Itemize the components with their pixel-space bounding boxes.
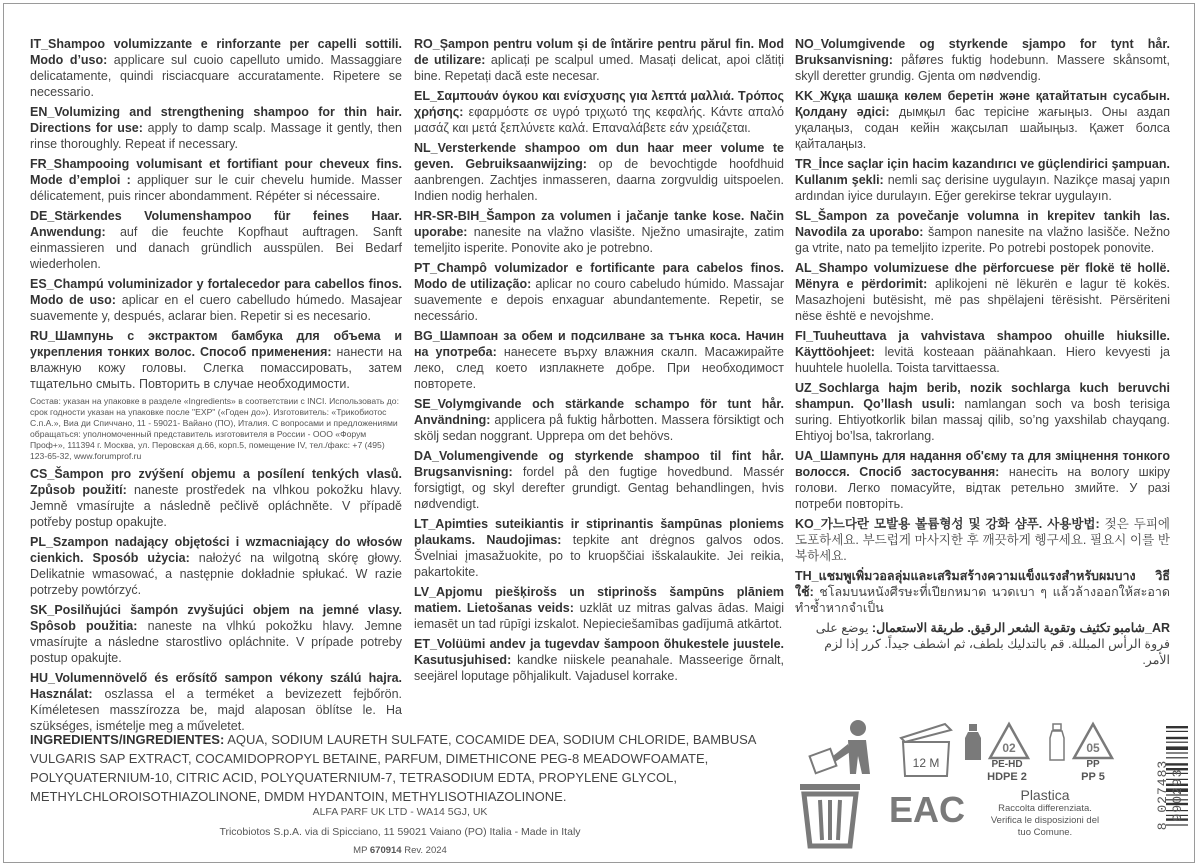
section-directions-label: Способ применения: [195, 345, 332, 359]
language-section [414, 88, 784, 136]
column-2 [414, 36, 784, 688]
section-body: нанести на влажную кожу головы. Слегка помассировать, затем тщательно смыть. Повторить в случае необходимости. [30, 345, 402, 391]
section-directions-label: Användning: [414, 413, 491, 427]
section-heading: ES_Champú voluminizador y fortalecedor para cabellos finos. [30, 277, 402, 291]
language-section [414, 140, 784, 204]
section-heading: IT_Shampoo volumizzante e rinforzante per capelli sottili. [30, 37, 402, 51]
section-directions-label: Spôsob použitia: [30, 619, 138, 633]
section-heading: RU_Шампунь с экстрактом бамбука для объема и укрепления тонких волос. [30, 329, 402, 359]
section-body: nemli saç derisine uygulayın. Nazikçe masaj yapın ardından iyice durulayın. Eğer gerekirse tekrar uygulayın. [795, 173, 1170, 203]
mp-number: 670914 [369, 845, 402, 856]
section-directions-label: Način uporabe: [414, 209, 785, 239]
manufacturer-address: Tricobiotos S.p.A. via di Spicciano, 11 59021 Vaiano (PO) Italia - Made in Italy [219, 826, 581, 838]
section-heading: AR_شامبو تكثيف وتقوية الشعر الرقيق. [967, 621, 1170, 635]
language-section [795, 208, 1170, 256]
section-body: naneste prostředek na vlhkou pokožku hlavy. Jemně vmasírujte a následně pečlivě opláchněte. V případě potřeby postup opakujte. [30, 483, 403, 529]
section-body: fordel på den fugtige hovedbund. Massér forsigtigt, og skyl derefter grundigt. Gentag behandlingen, hvis nødvendigt. [414, 465, 784, 511]
section-heading: FR_Shampooing volumisant et fortifiant pour cheveux fins. [30, 157, 402, 171]
language-section [414, 328, 784, 392]
language-section [414, 396, 784, 444]
recycle-hdpe-name: HDPE 2 [987, 771, 1027, 783]
eac-mark [888, 788, 966, 830]
plastica-info [985, 787, 1105, 839]
section-directions-label: Lietošanas veids: [461, 601, 574, 615]
section-directions-label: Käyttöohjeet: [795, 345, 875, 359]
section-body: ชโลมบนหนังศีรษะที่เปียกหมาด นวดเบา ๆ แล้วล้างออกให้สะอาด ทำซ้ำหากจำเป็น [795, 585, 1170, 615]
section-directions-label: Qo’llash usuli: [854, 397, 956, 411]
section-heading: EN_Volumizing and strengthening shampoo for thin hair. [30, 105, 402, 119]
section-heading: LT_Apimties suteikiantis ir stiprinantis šampūnas ploniems plaukams. [414, 517, 784, 547]
section-heading: SK_Posilňujúci šampón zvyšujúci objem na jemné vlasy. [30, 603, 402, 617]
ingredients-list: AQUA, SODIUM LAURETH SULFATE, COCAMIDE DEA, SODIUM CHLORIDE, BAMBUSA VULGARIS SAP EXTRACT, COCAMIDOPROPYL BETAINE, PARFUM, DIMETHICONE PEG-8 MEADOWFOAMATE, POLYQUATERNIUM-10, CITRIC ACID, POLYQUATERNIUM-7, TETRASODIUM EDTA, PROPYLENE GLYCOL, METHYLCHLOROISOTHIAZOLINONE, DMDM HYDANTOIN, METHYLISOTHIAZOLINONE. [30, 732, 756, 804]
section-body: uzklāt uz mitras galvas ādas. Maigi iemasēt un tad rūpīgi izskalot. Nepieciešamības gadījumā atkārtot. [414, 601, 784, 631]
language-section [30, 156, 402, 204]
mp-prefix: MP [353, 845, 370, 856]
section-heading: HU_Volumennövelő és erősítő sampon vékony szálú hajra. [30, 671, 402, 685]
section-directions-label: Způsob použití: [30, 483, 127, 497]
section-heading: TH_แชมพูเพิ่มวอลลุ่มและเสริมสร้างความแข็งแรงสำหรับผมบาง [795, 569, 1136, 583]
section-heading: AL_Shampo volumizuese dhe përforcuese për flokë të hollë. [795, 261, 1170, 275]
language-section [30, 208, 402, 272]
section-ar [795, 620, 1170, 668]
barcode-number: 8 027483 990293 [1155, 759, 1185, 831]
language-section [795, 328, 1170, 376]
barcode-bar [1166, 726, 1188, 728]
section-body: tepkite ant drėgnos galvos odos. Švelniai įmasažuokite, po to kruopščiai išskalaukite. Jei reikia, pakartokite. [414, 533, 784, 579]
section-heading: EL_Σαμπουάν όγκου και ενίσχυσης για λεπτά μαλλιά. [414, 89, 735, 103]
section-heading: TR_İnce saçlar için hacim kazandırıcı ve güçlendirici şampuan. [795, 157, 1170, 171]
section-body: šampon nanesite na vlažno lasišče. Nežno ga vtrite, nato pa temeljito izperite. Po potrebi postopek ponovite. [795, 225, 1170, 255]
section-directions-label: Modo de uso: [30, 293, 116, 307]
language-section [414, 208, 784, 256]
ru-legal-text: Состав: указан на упаковке в разделе «Ingredients» в соответствии с INCI. Использовать до: срок годности указан на упаковке после "EXP" («Годен до»). Изготовитель: «Трикобиотос С.п.А.», Виа ди Спиччано, 11 - 59021- Вайано (ПО), Италия. С вопросами и предложениями обращаться: уполномоченный представитель изготовителя в России - ООО «Форум Проф+», 111394 г. Москва, ул. Перовская д.66, корп.5, помещение IV, тел./факс: +7 (495) 123-65-32, www.forumprof.ru [30, 396, 399, 461]
recycle-pp-code: 05 [1086, 741, 1100, 755]
recycle-hdpe-icon [986, 720, 1032, 764]
section-heading: ET_Volüümi andev ja tugevdav šampoon õhukestele juustele. [414, 637, 784, 651]
section-directions-label: طريقة الاستعمال: [871, 621, 968, 635]
language-section [30, 670, 402, 734]
section-body: applicera på fuktig hårbotten. Massera försiktigt och skölj sedan noggrant. Upprepa om det behövs. [414, 413, 784, 443]
ingredients-label: INGREDIENTS/INGREDIENTES: [30, 732, 225, 747]
language-section [30, 328, 402, 392]
section-body: apply to damp scalp. Massage it gently, then rinse thoroughly. Repeat if necessary. [30, 121, 402, 151]
plastica-title: Plastica [1020, 787, 1070, 803]
section-directions-label: Használat: [30, 687, 93, 701]
mp-code [0, 845, 800, 856]
language-section [795, 448, 1170, 512]
section-directions-label: Kullanım şekli: [795, 173, 884, 187]
section-heading: CS_Šampon pro zvýšení objemu a posílení tenkých vlasů. [30, 467, 402, 481]
recycle-hdpe-code: 02 [1002, 741, 1016, 755]
section-heading: FI_Tuuheuttava ja vahvistava shampoo ohuille hiuksille. [795, 329, 1170, 343]
section-heading: KK_Жұқа шашқа көлем беретін және қатайтатын сусабын. [795, 89, 1170, 103]
section-body: aplikojeni në lëkurën e lagur të kokës. Masazhojeni butësisht, më pas shpëlajeni tërësisht. Përsëriteni nëse është e nevojshme. [795, 277, 1170, 323]
section-body: يوضع على فروة الرأس المبللة. قم بالتدليك بلطف، ثم اشطف جيداً. كرر إذا لزم الأمر. [815, 621, 1170, 667]
language-section [795, 260, 1170, 324]
section-heading: SL_Šampon za povečanje volumna in krepitev tankih las. [795, 209, 1170, 223]
plastica-line-2: Verifica le disposizioni del tuo Comune. [990, 815, 1100, 838]
language-section [30, 534, 402, 598]
language-section [414, 516, 784, 580]
section-directions-label: Қолдану әдісі: [795, 105, 890, 119]
section-directions-label: Brugsanvisning: [414, 465, 513, 479]
section-directions-label: Gebruiksaanwijzing: [453, 157, 587, 171]
column-1 [30, 36, 402, 738]
section-directions-label: Bruksanvisning: [795, 53, 893, 67]
section-body: нанесіть на вологу шкіру голови. Легко помасуйте, відтак ретельно змийте. У разі потреби повторіть. [795, 465, 1171, 511]
section-heading: BG_Шампоан за обем и подсилване за тънка коса. [414, 329, 741, 343]
bottle-icon [962, 722, 984, 762]
revision: Rev. 2024 [401, 845, 447, 856]
uk-address: ALFA PARF UK LTD - WA14 5GJ, UK [312, 806, 488, 818]
language-section [795, 516, 1170, 564]
section-body: nanesite na vlažno vlasište. Nježno umasirajte, zatim temeljito isperite. Ponovite ako je potrebno. [414, 225, 784, 255]
section-body: aplicar en el cuero cabelludo húmedo. Masajear suavemente y, después, aclarar bien. Repetir si es necesario. [30, 293, 402, 323]
section-directions-label: Anwendung: [30, 225, 106, 239]
plastica-line-1: Raccolta differenziata. [998, 803, 1092, 814]
column-3 [795, 36, 1170, 672]
section-body: nałożyć na wilgotną skórę głowy. Delikatnie wmasować, a następnie dokładnie spłukać. W razie potrzeby powtórzyć. [30, 551, 402, 597]
section-directions-label: Mënyra e përdorimit: [795, 277, 928, 291]
language-section [414, 36, 784, 84]
section-body: oszlassa el a terméket a bevizezett fejbőrön. Kíméletesen masszírozza be, majd alaposan öblítse le. Ha szükséges, ismételje meg a műveletet. [30, 687, 402, 733]
language-section [795, 88, 1170, 152]
section-directions-label: วิธีใช้: [795, 569, 1170, 599]
recycle-pp-sub: PP [1086, 759, 1100, 770]
section-body: auf die feuchte Kopfhaut auftragen. Sanft einmassieren und danach gründlich ausspülen. Bei Bedarf wiederholen. [30, 225, 402, 271]
section-directions-label: Τρόπος χρήσης: [414, 89, 784, 119]
section-body: дымқыл бас терісіне жағыңыз. Оны аздап уқалаңыз, содан кейін жақсылап шайыңыз. Қажет болса қайталаңыз. [795, 105, 1170, 151]
section-body: aplicați pe scalpul umed. Masați delicat, apoi clătiți bine. Repetați dacă este necesar. [414, 53, 784, 83]
language-section [414, 584, 784, 632]
section-directions-label: Naudojimas: [475, 533, 562, 547]
section-heading: KO_가느다란 모발용 볼륨형성 및 강화 샴푸. [795, 517, 1043, 531]
language-section [414, 260, 784, 324]
language-section [30, 104, 402, 152]
section-body: levitä kosteaan päänahkaan. Hiero kevyesti ja huuhtele huolella. Toista tarvittaessa. [795, 345, 1170, 375]
language-section [795, 380, 1170, 444]
section-body: op de bevochtigde hoofdhuid aanbrengen. Zachtjes inmasseren, daarna zorgvuldig uitspoelen. Indien nodig herhalen. [414, 157, 784, 203]
section-heading: PL_Szampon nadający objętości i wzmacniający do włosów cienkich. [30, 535, 402, 565]
section-directions-label: Mod de utilizare: [414, 37, 784, 67]
language-section [414, 636, 784, 684]
section-heading: UZ_Sochlarga hajm berib, nozik sochlarga kuch beruvchi shampun. [795, 381, 1170, 411]
section-heading: SE_Volymgivande och stärkande schampo för tunt hår. [414, 397, 784, 411]
section-directions-label: Sposób użycia: [83, 551, 190, 565]
section-directions-label: 사용방법: [1042, 517, 1100, 531]
section-body: kandke niiskele peanahale. Masseerige õrnalt, seejärel loputage põhjalikult. Vajadusel korrake. [414, 653, 784, 683]
section-heading: DE_Stärkendes Volumenshampoo für feines Haar. [30, 209, 402, 223]
recycle-pp-icon [1070, 720, 1116, 764]
language-section [30, 602, 402, 666]
section-body: applicare sul cuoio capelluto umido. Massaggiare delicatamente, quindi risciacquare accuratamente. Ripetere se necessario. [30, 53, 402, 99]
section-directions-label: Modo d’uso: [30, 53, 108, 67]
eac-text: EAC [888, 789, 966, 830]
language-section [795, 568, 1170, 616]
language-section [30, 36, 402, 100]
ingredients [30, 730, 800, 806]
section-heading: NO_Volumgivende og styrkende sjampo for tynt hår. [795, 37, 1170, 51]
language-section [795, 156, 1170, 204]
language-section [30, 276, 402, 324]
language-section [795, 36, 1170, 84]
section-body: namlangan soch va bosh terisiga suring. Ehtiyotkorlik bilan massaj qilib, so’ng yaxshilab chayqang. Ehtiyoj bo’lsa, takrorlang. [795, 397, 1170, 443]
section-body: påføres fuktig hodebunn. Massere skånsomt, skyll deretter grundig. Gjenta om nødvendig. [795, 53, 1170, 83]
section-body: aplicar no couro cabeludo húmido. Massajar suavemente e depois enxaguar abundantemente. Repetir, se necessário. [414, 277, 784, 323]
section-directions-label: Начин на употреба: [414, 329, 784, 359]
section-directions-label: Navodila za uporabo: [795, 225, 924, 239]
section-body: 젖은 두피에 도포하세요. 부드럽게 마사지한 후 깨끗하게 헹구세요. 필요시 이를 반복하세요. [795, 517, 1170, 563]
tidyman-icon [798, 716, 893, 854]
section-heading: UA_Шампунь для надання об'єму та для зміцнення тонкого волосся. [795, 449, 1170, 479]
section-body: нанесете върху влажния скалп. Масажирайте леко, след което изплакнете добре. При необходимост повторете. [414, 345, 784, 391]
section-directions-label: Kasutusjuhised: [414, 653, 512, 667]
section-body: naneste na vlhkú pokožku hlavy. Jemne vmasírujte a následne starostlivo opláchnite. V prípade potreby postup opakujte. [30, 619, 402, 665]
language-section [30, 466, 402, 530]
language-section [414, 448, 784, 512]
section-heading: NL_Versterkende shampoo om dun haar meer volume te geven. [414, 141, 784, 171]
recycle-pp-name: PP 5 [1081, 771, 1105, 783]
section-body: εφαρμόστε σε υγρό τριχωτό της κεφαλής. Κάντε απαλό μασάζ και μετά ξεπλύνετε καλά. Επαναλάβετε εάν χρειάζεται. [414, 105, 784, 135]
section-directions-label: Mode d’emploi : [30, 173, 131, 187]
section-heading: RO_Șampon pentru volum și de întărire pentru părul fin. [414, 37, 755, 51]
recycle-hdpe-sub: PE-HD [991, 759, 1023, 770]
pao-label: 12 M [912, 756, 940, 770]
bottle-outline-icon [1047, 722, 1067, 762]
pao-jar-icon [897, 720, 955, 780]
section-heading: DA_Volumengivende og styrkende shampoo til fint hår. [414, 449, 784, 463]
section-heading: PT_Champô volumizador e fortificante para cabelos finos. [414, 261, 784, 275]
section-directions-label: Modo de utilização: [414, 277, 532, 291]
section-directions-label: Спосіб застосування: [849, 465, 1000, 479]
section-directions-label: Directions for use: [30, 121, 143, 135]
section-body: appliquer sur le cuir chevelu humide. Masser délicatement, puis rincer abondamment. Répéter si nécessaire. [30, 173, 403, 203]
section-heading: HR-SR-BIH_Šampon za volumen i jačanje tanke kose. [414, 209, 745, 223]
section-heading: LV_Apjomu piešķirošs un stiprinošs šampūns plāniem matiem. [414, 585, 784, 615]
